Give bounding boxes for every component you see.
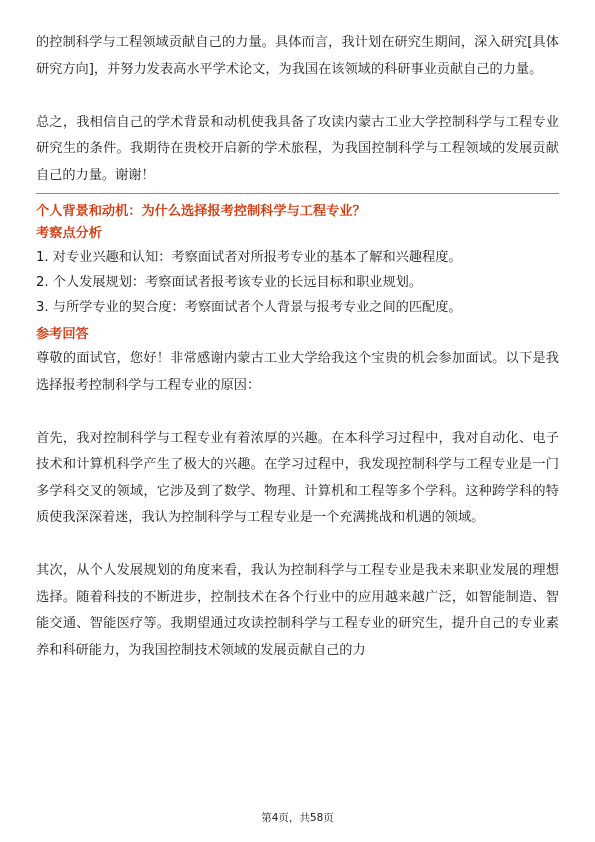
answer-paragraph-1: 尊敬的面试官，您好！非常感谢内蒙古工业大学给我这个宝贵的机会参加面试。以下是我选择报考控制科学与工程专业的原因： <box>36 351 559 393</box>
page-footer <box>0 810 595 825</box>
analysis-item: 1. 对专业兴趣和认知：考察面试者对所报考专业的基本了解和兴趣程度。 <box>36 250 462 265</box>
paragraph-gap <box>36 532 559 559</box>
answer-title: 参考回答 <box>36 327 89 342</box>
page-content <box>36 30 559 664</box>
intro-paragraph-2: 总之，我相信自己的学术背景和动机使我具备了攻读内蒙古工业大学控制科学与工程专业研究生的条件。我期待在贵校开启新的学术旅程，为我国控制科学与工程领域的发展贡献自己的力量。谢谢！ <box>36 114 559 183</box>
question-heading: 个人背景和动机：为什么选择报考控制科学与工程专业？ <box>36 204 366 219</box>
analysis-title: 考察点分析 <box>36 226 102 241</box>
intro-paragraph-1: 的控制科学与工程领域贡献自己的力量。具体而言，我计划在研究生期间，深入研究[具体研究方向]，并努力发表高水平学术论文，为我国在该领域的科研事业贡献自己的力量。 <box>36 35 559 77</box>
paragraph-gap <box>36 83 559 110</box>
answer-paragraph-3: 其次，从个人发展规划的角度来看，我认为控制科学与工程专业是我未来职业发展的理想选择。随着科技的不断进步，控制技术在各个行业中的应用越来越广泛，如智能制造、智能交通、智能医疗等。我期望通过攻读控制科学与工程专业的研究生，提升自己的专业素养和科研能力，为我国控制技术领域的发展贡献自己的力 <box>36 563 559 658</box>
paragraph-gap <box>36 399 559 426</box>
page-number: 第4页，共58页 <box>261 812 334 824</box>
analysis-item: 2. 个人发展规划：考察面试者报考该专业的长远目标和职业规划。 <box>36 275 423 290</box>
section-divider <box>36 193 559 194</box>
analysis-item: 3. 与所学专业的契合度：考察面试者个人背景与报考专业之间的匹配度。 <box>36 300 462 315</box>
answer-paragraph-2: 首先，我对控制科学与工程专业有着浓厚的兴趣。在本科学习过程中，我对自动化、电子技术和计算机科学产生了极大的兴趣。在学习过程中，我发现控制科学与工程专业是一门多学科交叉的领域，它涉及到了数学、物理、计算机和工程等多个学科。这种跨学科的特质使我深深着迷，我认为控制科学与工程专业是一个充满挑战和机遇的领域。 <box>36 430 559 525</box>
